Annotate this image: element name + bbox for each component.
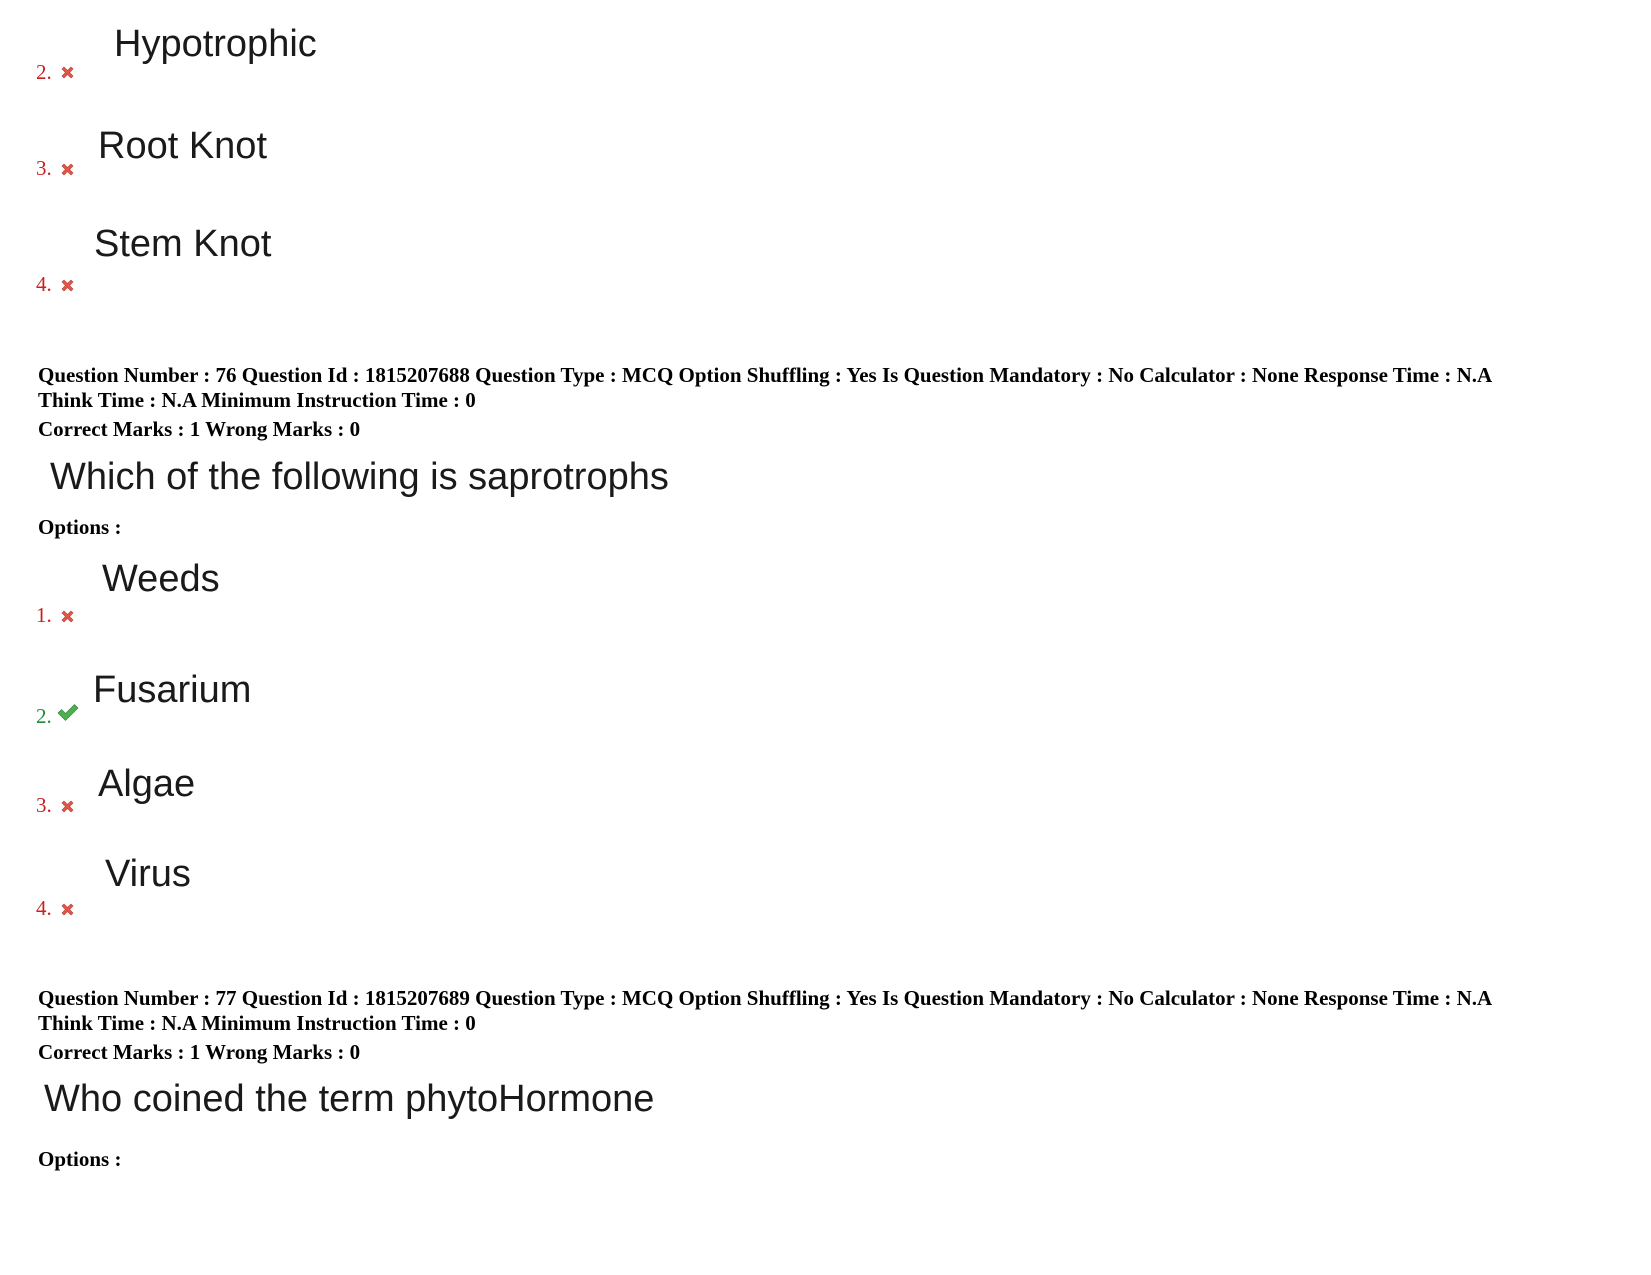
cross-icon [60, 902, 75, 917]
question-marks: Correct Marks : 1 Wrong Marks : 0 [38, 1040, 361, 1064]
option-text: Virus [105, 853, 191, 895]
cross-icon [60, 799, 75, 814]
option-number: 3. [36, 156, 52, 180]
question-meta [38, 363, 1618, 413]
option-text: Root Knot [98, 125, 267, 167]
option-text: Stem Knot [94, 223, 272, 265]
question-meta [38, 986, 1618, 1036]
option-number: 4. [36, 272, 52, 296]
option-number: 2. [36, 704, 52, 728]
option-number: 2. [36, 60, 52, 84]
options-label: Options : [38, 1147, 122, 1171]
option-text: Algae [98, 763, 196, 805]
option-number: 1. [36, 603, 52, 627]
question-meta-line1: Question Number : 77 Question Id : 1815207689 Question Type : MCQ Option Shuffling : Yes Is Question Mandatory : No Calculator : None Response Time : N.A [38, 986, 1493, 1010]
option-text: Hypotrophic [114, 23, 317, 65]
cross-icon [60, 609, 75, 624]
cross-icon [60, 162, 75, 177]
option-text: Fusarium [93, 669, 252, 711]
options-label: Options : [38, 515, 122, 539]
question-text: Who coined the term phytoHormone [44, 1078, 655, 1120]
option-number: 3. [36, 793, 52, 817]
question-marks: Correct Marks : 1 Wrong Marks : 0 [38, 417, 361, 441]
question-text: Which of the following is saprotrophs [50, 456, 669, 498]
option-text: Weeds [102, 558, 220, 600]
question-meta-line2: Think Time : N.A Minimum Instruction Time : 0 [38, 388, 476, 412]
check-icon [57, 703, 79, 722]
option-number: 4. [36, 896, 52, 920]
question-meta-line1: Question Number : 76 Question Id : 1815207688 Question Type : MCQ Option Shuffling : Yes Is Question Mandatory : No Calculator : None Response Time : N.A [38, 363, 1493, 387]
question-meta-line2: Think Time : N.A Minimum Instruction Time : 0 [38, 1011, 476, 1035]
cross-icon [60, 65, 75, 80]
cross-icon [60, 278, 75, 293]
